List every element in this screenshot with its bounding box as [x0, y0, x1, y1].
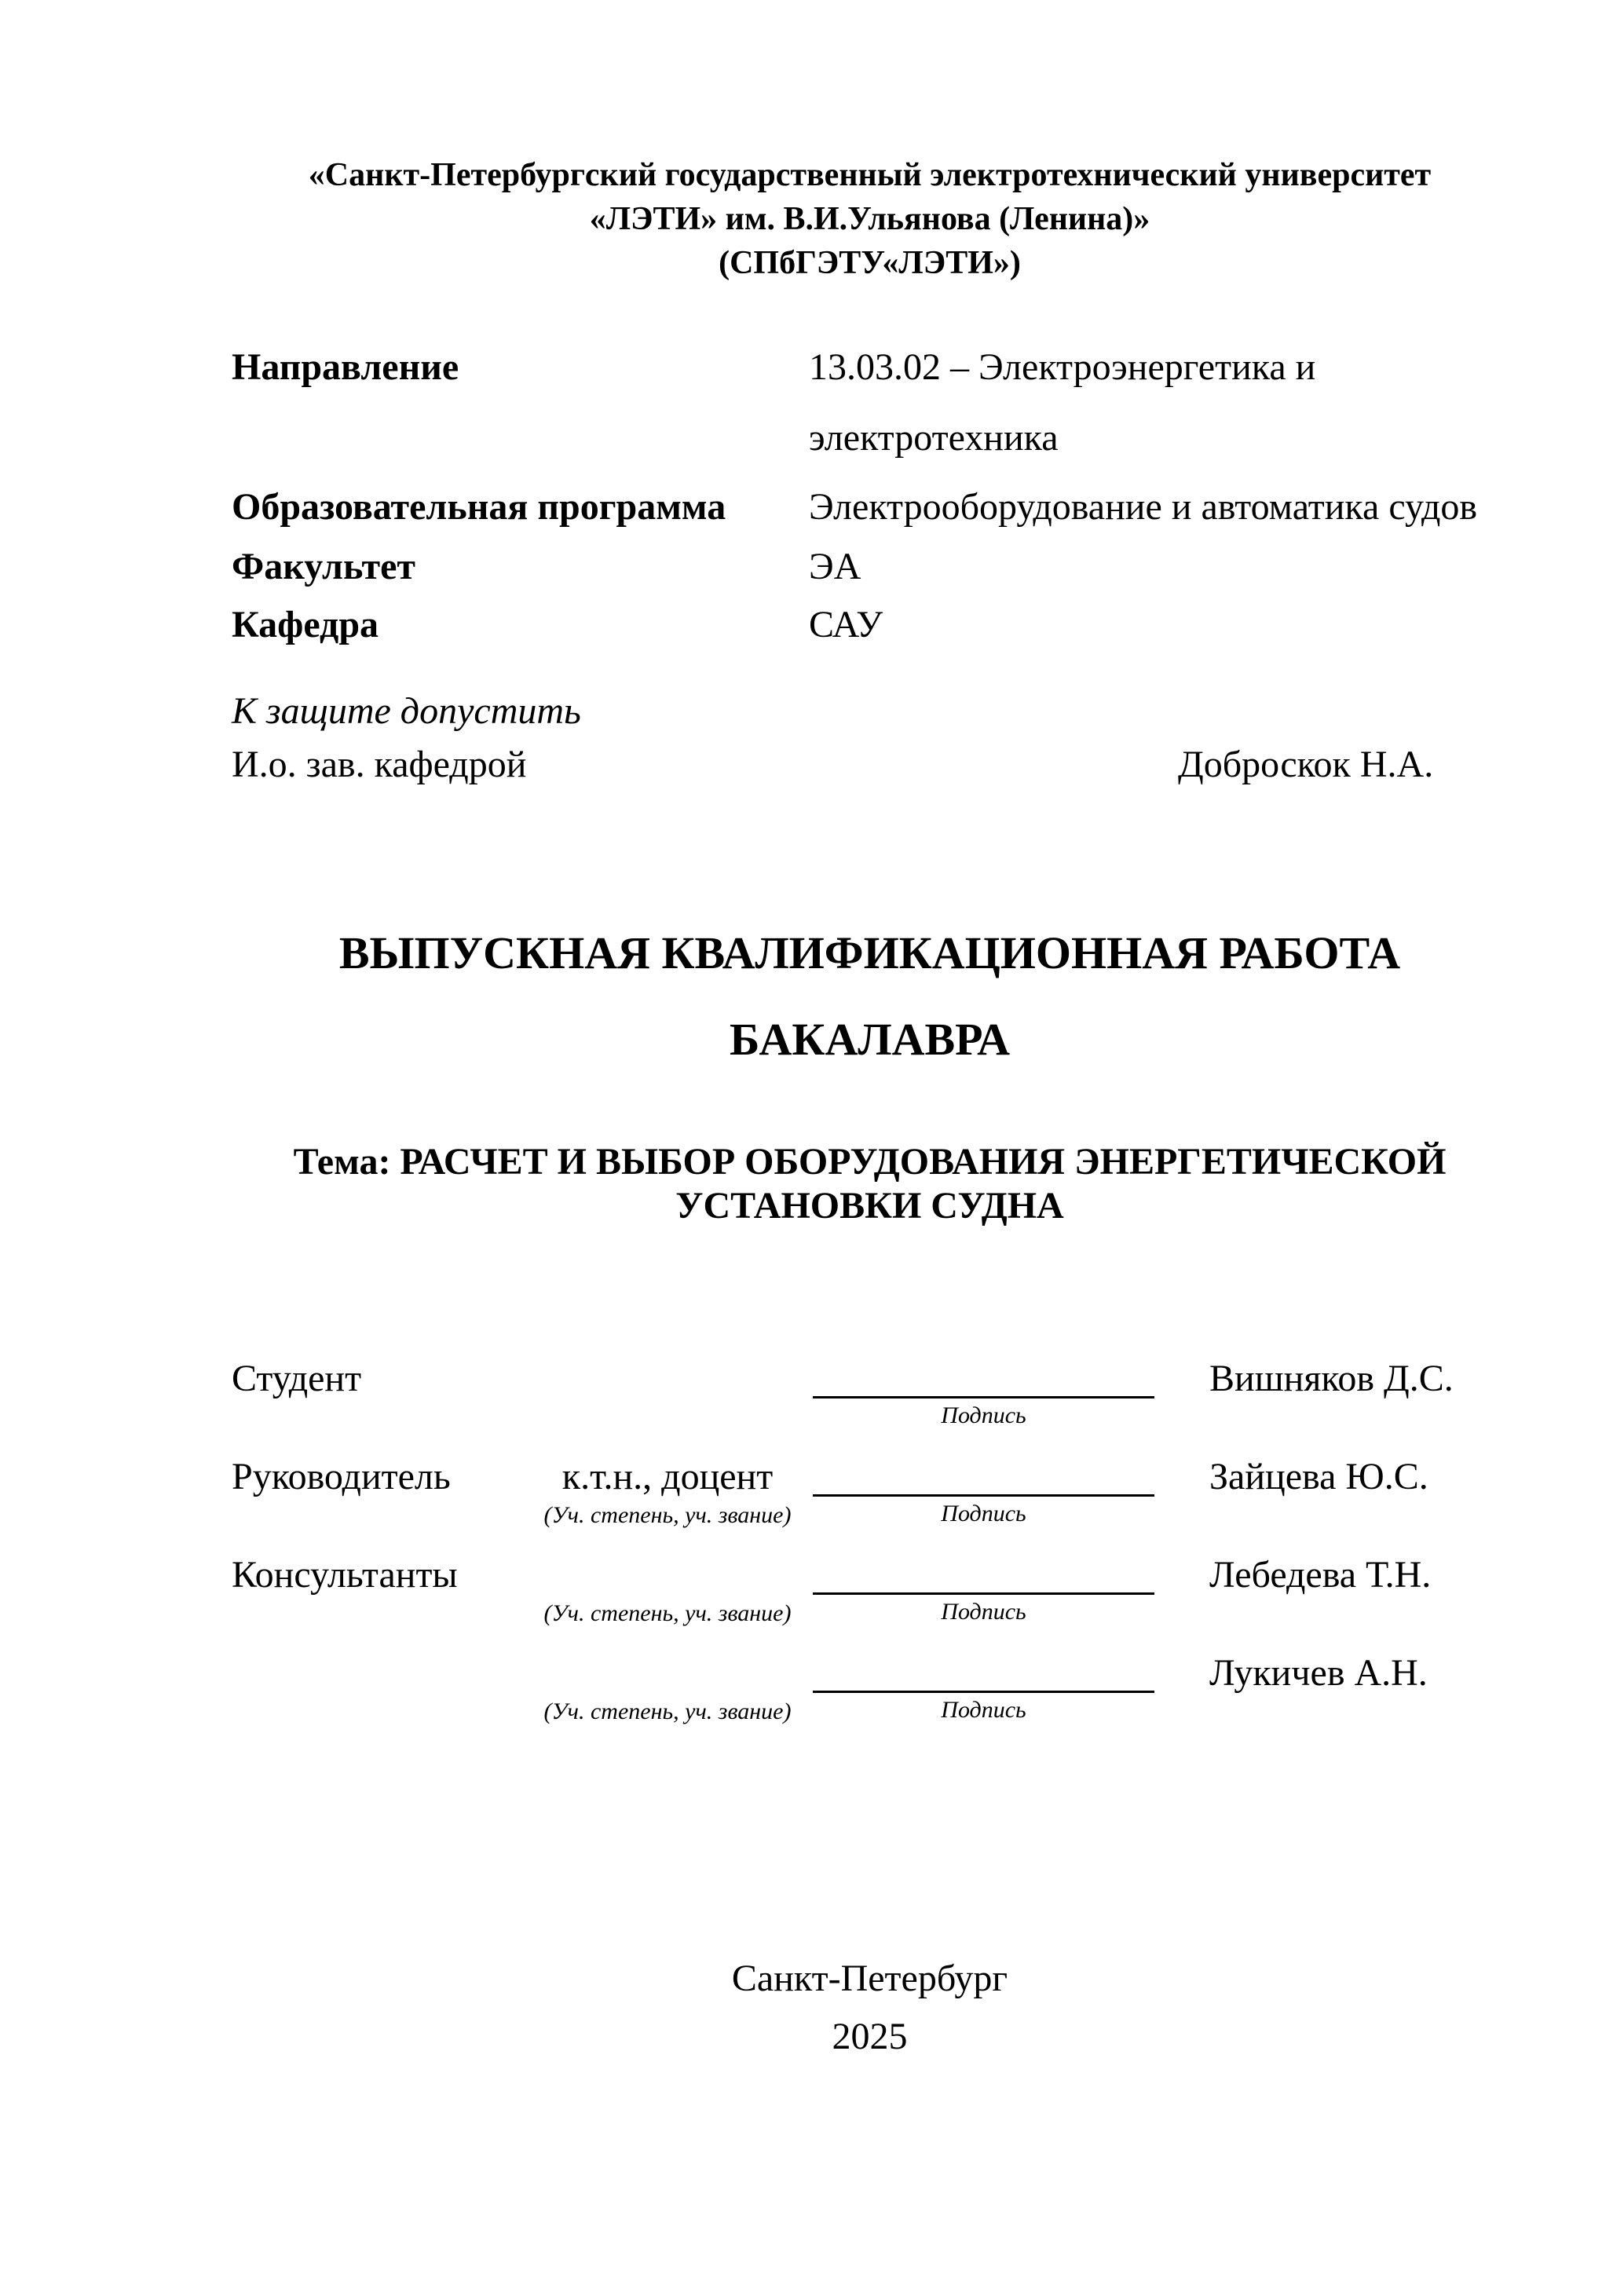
signature-row-name: Лебедева Т.Н.: [1209, 1554, 1432, 1596]
degree-caption: (Уч. степень, уч. звание): [543, 1600, 792, 1626]
signature-caption: Подпись: [941, 1501, 1026, 1526]
signature-row-label: Консультанты: [232, 1554, 458, 1596]
department-value: САУ: [809, 604, 883, 645]
department-head-name: Доброскок Н.А.: [1178, 744, 1434, 785]
direction-value-line1: 13.03.02 – Электроэнергетика и: [809, 346, 1316, 388]
signature-line: [813, 1592, 1154, 1595]
signature-row-name: Вишняков Д.С.: [1209, 1358, 1454, 1399]
signature-line: [813, 1691, 1154, 1693]
university-header-line2: «ЛЭТИ» им. В.И.Ульянова (Ленина)»: [589, 201, 1150, 237]
department-label: Кафедра: [232, 604, 379, 645]
signature-row-name: Зайцева Ю.С.: [1209, 1456, 1428, 1497]
faculty-label: Факультет: [232, 546, 415, 587]
signature-row-label: Студент: [232, 1358, 362, 1399]
signature-line: [813, 1494, 1154, 1497]
main-title-line2: БАКАЛАВРА: [729, 1014, 1011, 1065]
signature-row-label: Руководитель: [232, 1456, 451, 1497]
footer-city: Санкт-Петербург: [731, 1958, 1008, 1999]
signature-caption: Подпись: [941, 1697, 1026, 1723]
degree-caption: (Уч. степень, уч. звание): [543, 1502, 792, 1528]
direction-label: Направление: [232, 346, 459, 388]
degree-caption: (Уч. степень, уч. звание): [543, 1698, 792, 1724]
signature-caption: Подпись: [941, 1599, 1026, 1625]
department-head-label: И.о. зав. кафедрой: [232, 744, 527, 785]
admission-permit-line: К защите допустить: [232, 690, 581, 732]
direction-value-line2: электротехника: [809, 417, 1059, 459]
university-header-line1: «Санкт-Петербургский государственный электротехнический университет: [308, 157, 1432, 193]
topic-line2: УСТАНОВКИ СУДНА: [675, 1185, 1064, 1227]
signature-row-name: Лукичев А.Н.: [1209, 1652, 1428, 1694]
signature-line: [813, 1396, 1154, 1398]
footer-year: 2025: [832, 2016, 908, 2057]
program-label: Образовательная программа: [232, 486, 726, 528]
university-header-line3: (СПбГЭТУ«ЛЭТИ»): [719, 245, 1021, 281]
main-title-line1: ВЫПУСКНАЯ КВАЛИФИКАЦИОННАЯ РАБОТА: [338, 927, 1401, 978]
supervisor-qualification: к.т.н., доцент: [561, 1456, 774, 1497]
topic-line1: Тема: РАСЧЕТ И ВЫБОР ОБОРУДОВАНИЯ ЭНЕРГЕТИЧЕСКОЙ: [293, 1141, 1447, 1183]
faculty-value: ЭА: [809, 546, 861, 587]
signature-caption: Подпись: [941, 1402, 1026, 1428]
program-value: Электрооборудование и автоматика судов: [809, 486, 1478, 528]
